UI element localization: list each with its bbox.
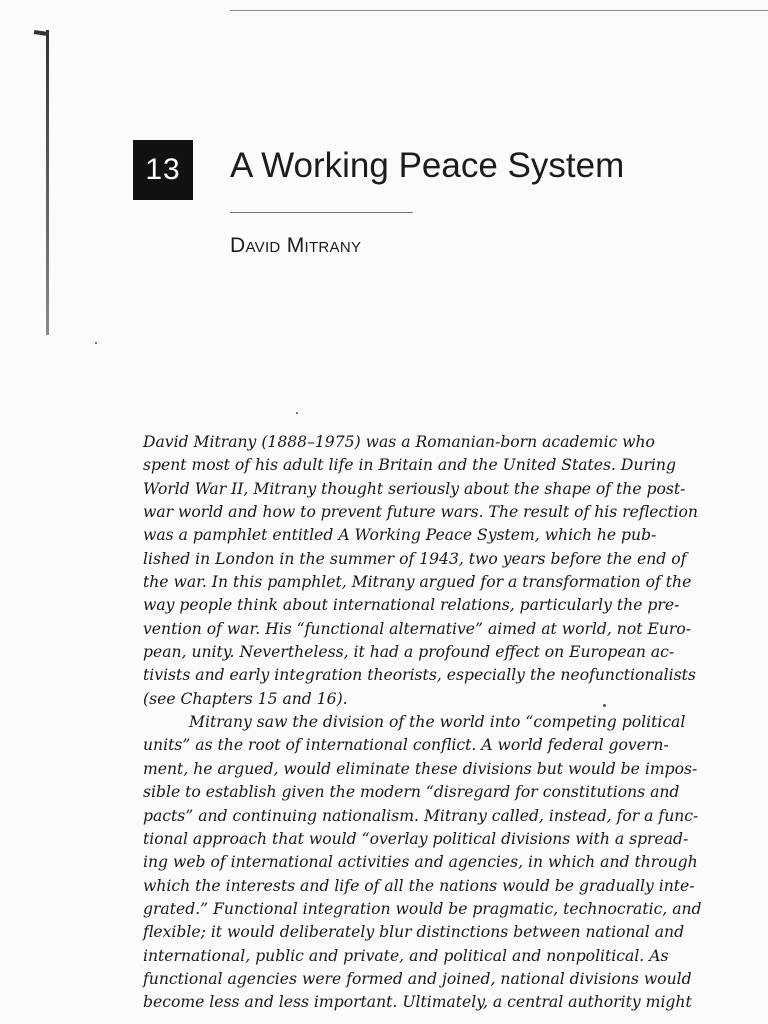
text-line: spent most of his adult life in Britain and the United States. During bbox=[143, 456, 676, 475]
text-line: (see Chapters 15 and 16). bbox=[143, 689, 348, 708]
scan-speck bbox=[296, 412, 298, 414]
margin-mark-tick bbox=[34, 30, 48, 36]
text-line: lished in London in the summer of 1943, two years before the end of bbox=[143, 549, 687, 568]
text-line: international, public and private, and political and nonpolitical. As bbox=[143, 946, 669, 965]
margin-mark bbox=[46, 30, 49, 335]
scan-speck bbox=[95, 342, 97, 344]
text-line: units” as the root of international conflict. A world federal govern- bbox=[143, 736, 669, 755]
text-line: was a pamphlet entitled A Working Peace System, which he pub- bbox=[143, 526, 657, 545]
title-rule bbox=[230, 212, 413, 213]
chapter-title: A Working Peace System bbox=[230, 146, 625, 185]
text-line: tivists and early integration theorists, especially the neofunctionalists bbox=[143, 666, 696, 685]
text-line: sible to establish given the modern “disregard for constitutions and bbox=[143, 783, 680, 802]
text-line: tional approach that would “overlay political divisions with a spread- bbox=[143, 829, 689, 848]
text-line: World War II, Mitrany thought seriously about the shape of the post- bbox=[143, 479, 686, 498]
text-line: become less and less important. Ultimately, a central authority might bbox=[143, 993, 692, 1012]
top-rule bbox=[230, 10, 768, 11]
text-line: war world and how to prevent future wars. The result of his reflection bbox=[143, 503, 698, 522]
text-line: pacts” and continuing nationalism. Mitrany called, instead, for a func- bbox=[143, 806, 699, 825]
text-line: David Mitrany (1888–1975) was a Romanian-born academic who bbox=[143, 433, 655, 451]
text-line: functional agencies were formed and joined, national divisions would bbox=[143, 969, 692, 988]
chapter-number-badge: 13 bbox=[133, 140, 193, 200]
intro-paragraphs bbox=[143, 431, 723, 1015]
text-line: ment, he argued, would eliminate these divisions but would be impos- bbox=[143, 759, 698, 778]
text-line: pean, unity. Nevertheless, it had a profound effect on European ac- bbox=[143, 643, 675, 662]
text-line: vention of war. His “functional alternative” aimed at world, not Euro- bbox=[143, 619, 691, 638]
text-line: which the interests and life of all the nations would be gradually inte- bbox=[143, 876, 695, 895]
text-line: Mitrany saw the division of the world into “competing political bbox=[189, 713, 686, 732]
text-line: way people think about international relations, particularly the pre- bbox=[143, 596, 680, 615]
text-line: ing web of international activities and agencies, in which and through bbox=[143, 853, 698, 872]
text-line: flexible; it would deliberately blur distinctions between national and bbox=[143, 923, 685, 942]
author-name: David Mitrany bbox=[230, 234, 362, 257]
text-line: grated.” Functional integration would be pragmatic, technocratic, and bbox=[143, 899, 702, 918]
text-line: the war. In this pamphlet, Mitrany argued for a transformation of the bbox=[143, 573, 692, 592]
